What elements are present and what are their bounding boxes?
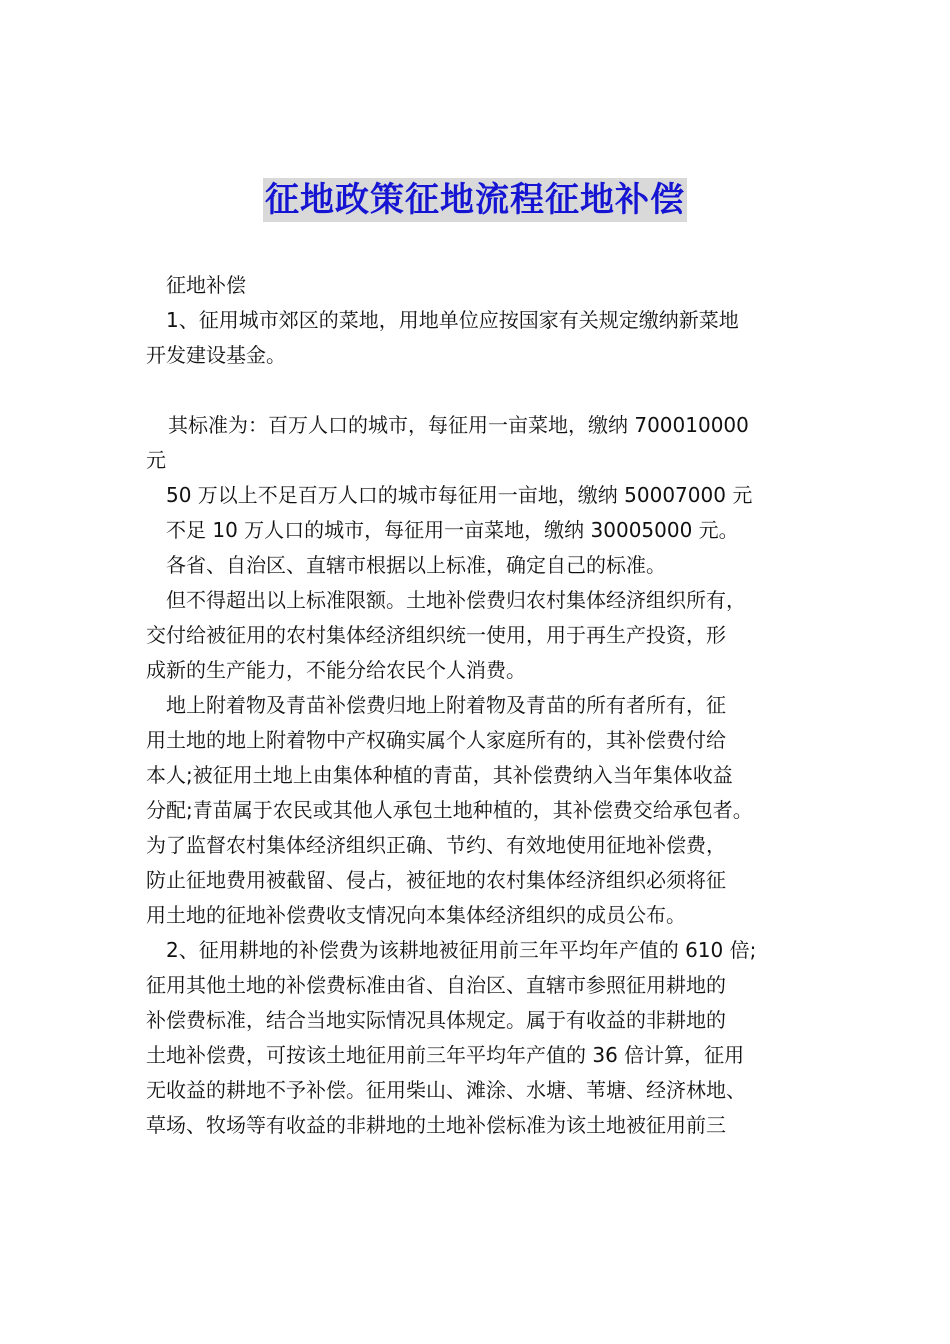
paragraph-line: 草场、牧场等有收益的非耕地的土地补偿标准为该土地被征用前三 bbox=[146, 1113, 726, 1137]
paragraph-line: 2、征用耕地的补偿费为该耕地被征用前三年平均年产值的 610 倍; bbox=[166, 938, 757, 962]
paragraph-line: 开发建设基金。 bbox=[146, 343, 286, 367]
paragraph-line: 成新的生产能力，不能分给农民个人消费。 bbox=[146, 658, 526, 682]
paragraph-line: 补偿费标准，结合当地实际情况具体规定。属于有收益的非耕地的 bbox=[146, 1008, 726, 1032]
paragraph-line: 用土地的征地补偿费收支情况向本集体经济组织的成员公布。 bbox=[146, 903, 686, 927]
paragraph-line: 其标准为：百万人口的城市，每征用一亩菜地，缴纳 700010000 bbox=[168, 413, 749, 437]
paragraph-line: 防止征地费用被截留、侵占，被征地的农村集体经济组织必须将征 bbox=[146, 868, 726, 892]
paragraph-line: 分配;青苗属于农民或其他人承包土地种植的，其补偿费交给承包者。 bbox=[146, 798, 753, 822]
title-wrap bbox=[0, 178, 950, 222]
document-body bbox=[146, 268, 826, 1143]
paragraph-line: 为了监督农村集体经济组织正确、节约、有效地使用征地补偿费， bbox=[146, 833, 726, 857]
blank-line bbox=[146, 373, 826, 408]
paragraph-line: 但不得超出以上标准限额。土地补偿费归农村集体经济组织所有， bbox=[166, 588, 746, 612]
paragraph-line: 土地补偿费，可按该土地征用前三年平均年产值的 36 倍计算，征用 bbox=[146, 1043, 745, 1067]
paragraph-line: 不足 10 万人口的城市，每征用一亩菜地，缴纳 30005000 元。 bbox=[166, 518, 739, 542]
paragraph-line: 征地补偿 bbox=[166, 273, 246, 297]
paragraph-line: 各省、自治区、直辖市根据以上标准，确定自己的标准。 bbox=[166, 553, 666, 577]
paragraph-line: 无收益的耕地不予补偿。征用柴山、滩涂、水塘、苇塘、经济林地、 bbox=[146, 1078, 746, 1102]
paragraph-line: 地上附着物及青苗补偿费归地上附着物及青苗的所有者所有，征 bbox=[166, 693, 726, 717]
document-title: 征地政策征地流程征地补偿 bbox=[265, 180, 685, 220]
paragraph-line: 征用其他土地的补偿费标准由省、自治区、直辖市参照征用耕地的 bbox=[146, 973, 726, 997]
paragraph-line: 用土地的地上附着物中产权确实属个人家庭所有的，其补偿费付给 bbox=[146, 728, 726, 752]
paragraph-line: 交付给被征用的农村集体经济组织统一使用，用于再生产投资，形 bbox=[146, 623, 726, 647]
paragraph-line: 50 万以上不足百万人口的城市每征用一亩地，缴纳 50007000 元 bbox=[166, 483, 753, 507]
paragraph-line: 元 bbox=[146, 448, 166, 472]
paragraph-line: 1、征用城市郊区的菜地，用地单位应按国家有关规定缴纳新菜地 bbox=[166, 308, 739, 332]
paragraph-line: 本人;被征用土地上由集体种植的青苗，其补偿费纳入当年集体收益 bbox=[146, 763, 733, 787]
